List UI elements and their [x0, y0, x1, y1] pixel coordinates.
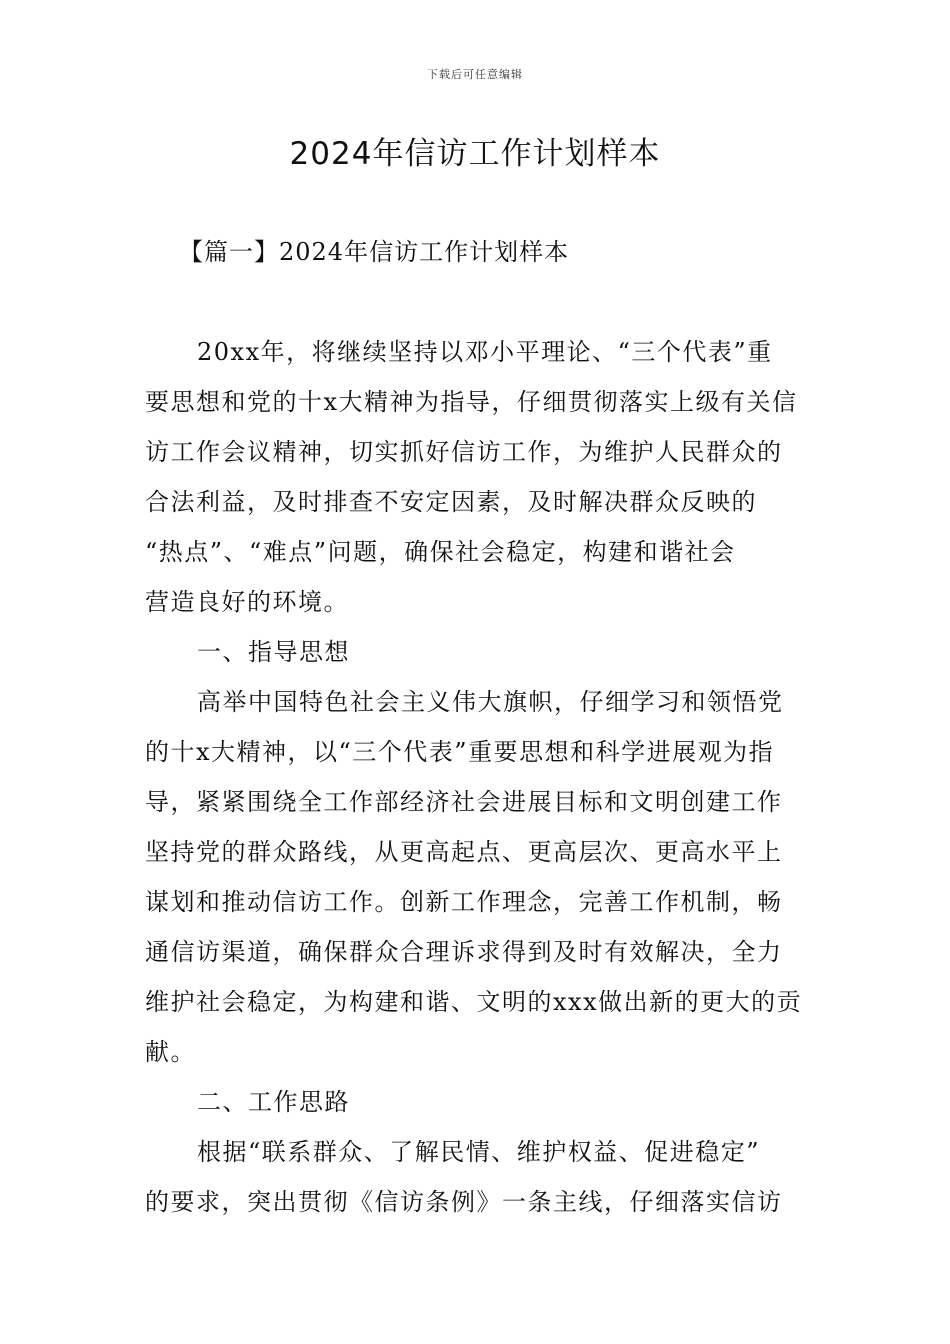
paragraph-line: 访工作会议精神，切实抓好信访工作，为维护人民群众的 [145, 438, 783, 466]
paragraph-line: 导，紧紧围绕全工作部经济社会进展目标和文明创建工作 [145, 788, 783, 816]
paragraph-line: 的要求，突出贯彻《信访条例》一条主线，仔细落实信访 [145, 1188, 783, 1216]
section-heading: 【篇一】2024年信访工作计划样本 [179, 238, 570, 266]
body-text [145, 327, 810, 1227]
paragraph-line: 通信访渠道，确保群众合理诉求得到及时有效解决，全力 [145, 938, 783, 966]
paragraph-line: 根据“联系群众、了解民情、维护权益、促进稳定” [197, 1138, 761, 1166]
header-note: 下载后可任意编辑 [427, 68, 523, 81]
paragraph-line: 的十x大精神，以“三个代表”重要思想和科学进展观为指 [145, 738, 775, 766]
subheading-work-approach: 二、工作思路 [197, 1088, 350, 1116]
paragraph-line: “热点”、“难点”问题，确保社会稳定，构建和谐社会 [145, 538, 736, 566]
paragraph-line: 谋划和推动信访工作。创新工作理念，完善工作机制，畅 [145, 888, 783, 916]
paragraph-line: 合法利益，及时排查不安定因素，及时解决群众反映的 [145, 488, 757, 516]
paragraph-line: 高举中国特色社会主义伟大旗帜，仔细学习和领悟党 [197, 688, 784, 716]
paragraph-line: 维护社会稳定，为构建和谐、文明的xxx做出新的更大的贡 [145, 988, 803, 1016]
paragraph-line: 坚持党的群众路线，从更高起点、更高层次、更高水平上 [145, 838, 783, 866]
paragraph-line: 20xx年，将继续坚持以邓小平理论、“三个代表”重 [197, 338, 773, 366]
paragraph-line: 要思想和党的十x大精神为指导，仔细贯彻落实上级有关信 [145, 388, 798, 416]
subheading-guiding-ideology: 一、指导思想 [197, 638, 350, 666]
paragraph-line: 献。 [145, 1038, 196, 1066]
document-title: 2024年信访工作计划样本 [289, 136, 661, 172]
paragraph-line: 营造良好的环境。 [145, 588, 349, 616]
